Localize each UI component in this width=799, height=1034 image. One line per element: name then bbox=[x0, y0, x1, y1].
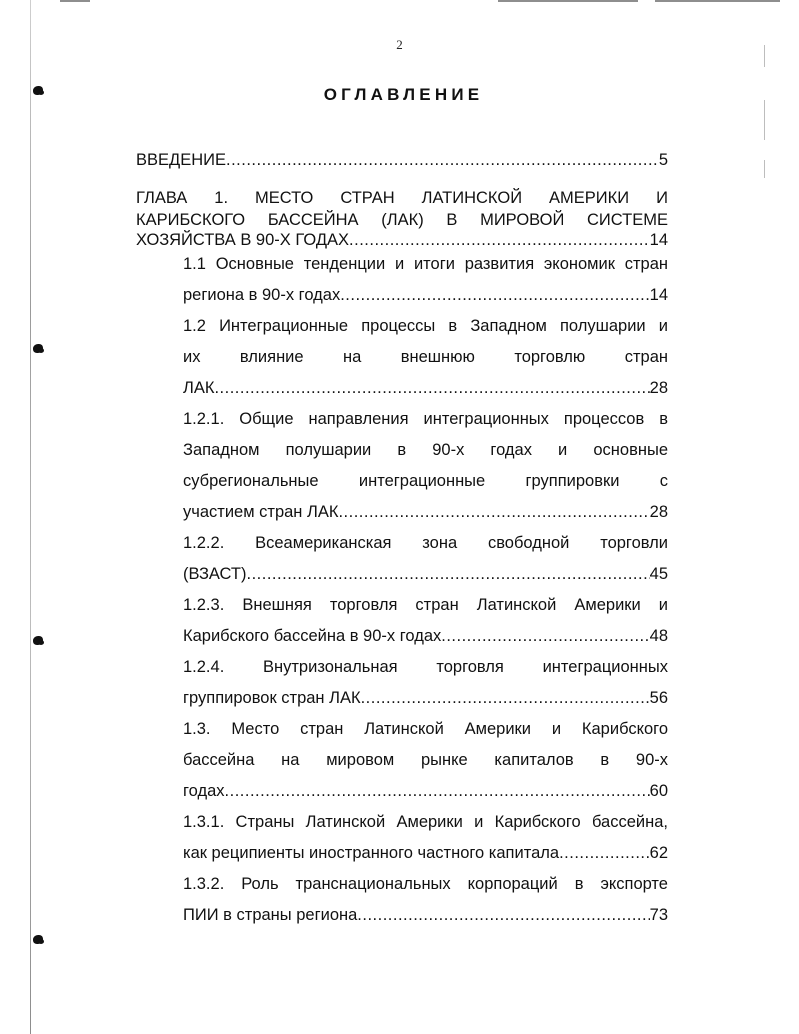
toc-leader-dots bbox=[225, 776, 650, 807]
toc-entry-label: 1.2 Интеграционные процессы в Западном полушарии и bbox=[183, 317, 668, 335]
toc-entry-label: 1.2.4. Внутризональная торговля интеграционных bbox=[183, 658, 668, 676]
toc-entry-1[interactable] bbox=[183, 249, 668, 311]
toc-entry-label: 1.2.1. Общие направления интеграционных процессов в bbox=[183, 410, 668, 428]
toc-entry-page: 73 bbox=[649, 906, 668, 924]
page-number: 2 bbox=[396, 37, 403, 52]
toc-leader-dots bbox=[338, 497, 649, 528]
toc-leader-dots bbox=[357, 900, 649, 931]
toc-entry-label: 1.2.2. Всеамериканская зона свободной торговли bbox=[183, 534, 668, 552]
toc-entry-page: 62 bbox=[649, 844, 668, 862]
toc-entry-label: 1.3.1. Страны Латинской Америки и Карибского бассейна, bbox=[183, 813, 668, 831]
toc-entry-3[interactable] bbox=[183, 404, 668, 528]
toc-entry-label: ПИИ в страны региона bbox=[183, 906, 358, 924]
toc-entry-label: региона в 90-х годах bbox=[183, 286, 341, 304]
toc-entry-4[interactable] bbox=[183, 528, 668, 590]
toc-entry-label: их влияние на внешнюю торговлю стран bbox=[183, 348, 668, 366]
toc-entry-label: КАРИБСКОГО БАССЕЙНА (ЛАК) В МИРОВОЙ СИСТЕМЕ bbox=[136, 211, 668, 229]
toc-entry-page: 14 bbox=[649, 286, 668, 304]
toc-entry-page: 48 bbox=[649, 627, 668, 645]
toc-leader-dots bbox=[247, 559, 650, 590]
toc-entry-page: 60 bbox=[649, 782, 668, 800]
toc-subsections bbox=[136, 249, 668, 931]
toc-entry-6[interactable] bbox=[183, 652, 668, 714]
toc-entry-label: Западном полушарии в 90-х годах и основные bbox=[183, 441, 668, 459]
toc-entry-label: ЛАК bbox=[183, 379, 215, 397]
toc-entry-label: как реципиенты иностранного частного капитала bbox=[183, 844, 560, 862]
page-title: ОГЛАВЛЕНИЕ bbox=[323, 85, 484, 104]
toc-leader-dots bbox=[340, 280, 649, 311]
toc-entry-8[interactable] bbox=[183, 807, 668, 869]
scan-artifact bbox=[60, 0, 90, 2]
toc-entry-page: 5 bbox=[658, 151, 668, 169]
toc-leader-dots bbox=[441, 621, 649, 652]
scan-artifact bbox=[764, 160, 765, 178]
toc-leader-dots bbox=[559, 838, 650, 869]
toc-entry-label: (ВЗАСТ) bbox=[183, 565, 247, 583]
toc-entry-label: бассейна на мировом рынке капиталов в 90-х bbox=[183, 751, 668, 769]
toc-entry-label: 1.3.2. Роль транснациональных корпораций в экспорте bbox=[183, 875, 668, 893]
toc-entry-label: 1.2.3. Внешняя торговля стран Латинской Америки и bbox=[183, 596, 668, 614]
table-of-contents bbox=[136, 145, 668, 931]
punch-mark-icon bbox=[33, 344, 43, 353]
toc-entry-page: 14 bbox=[649, 231, 668, 249]
toc-entry-page: 56 bbox=[649, 689, 668, 707]
scan-artifact bbox=[655, 0, 780, 2]
scan-artifact bbox=[498, 0, 638, 2]
toc-entry-label: 1.3. Место стран Латинской Америки и Карибского bbox=[183, 720, 668, 738]
toc-leader-dots bbox=[361, 683, 650, 714]
punch-mark-icon bbox=[33, 636, 43, 645]
toc-entry-label: ХОЗЯЙСТВА В 90-Х ГОДАХ bbox=[136, 231, 350, 249]
toc-entry-label: группировок стран ЛАК bbox=[183, 689, 361, 707]
toc-entry-label: ГЛАВА 1. МЕСТО СТРАН ЛАТИНСКОЙ АМЕРИКИ И bbox=[136, 189, 668, 207]
toc-entry-2[interactable] bbox=[183, 311, 668, 404]
toc-entry-5[interactable] bbox=[183, 590, 668, 652]
toc-entry-page: 28 bbox=[649, 503, 668, 521]
toc-entry-page: 45 bbox=[649, 565, 668, 583]
toc-entry-page: 28 bbox=[649, 379, 668, 397]
toc-entry-label: Карибского бассейна в 90-х годах bbox=[183, 627, 442, 645]
toc-leader-dots bbox=[226, 145, 659, 176]
toc-entry-label: ВВЕДЕНИЕ bbox=[136, 151, 226, 169]
toc-entry-label: участием стран ЛАК bbox=[183, 503, 339, 521]
toc-leader-dots bbox=[214, 373, 649, 404]
toc-entry-7[interactable] bbox=[183, 714, 668, 807]
toc-entry-intro[interactable] bbox=[136, 145, 668, 176]
toc-entry-label: годах bbox=[183, 782, 225, 800]
punch-mark-icon bbox=[33, 935, 43, 944]
toc-entry-chapter-1[interactable] bbox=[136, 187, 668, 249]
toc-entry-label: субрегиональные интеграционные группировки с bbox=[183, 472, 668, 490]
toc-entry-label: 1.1 Основные тенденции и итоги развития экономик стран bbox=[183, 255, 668, 273]
toc-entry-9[interactable] bbox=[183, 869, 668, 931]
toc-leader-dots bbox=[349, 231, 650, 249]
binding-edge bbox=[30, 0, 31, 1034]
scan-artifact bbox=[764, 100, 765, 140]
